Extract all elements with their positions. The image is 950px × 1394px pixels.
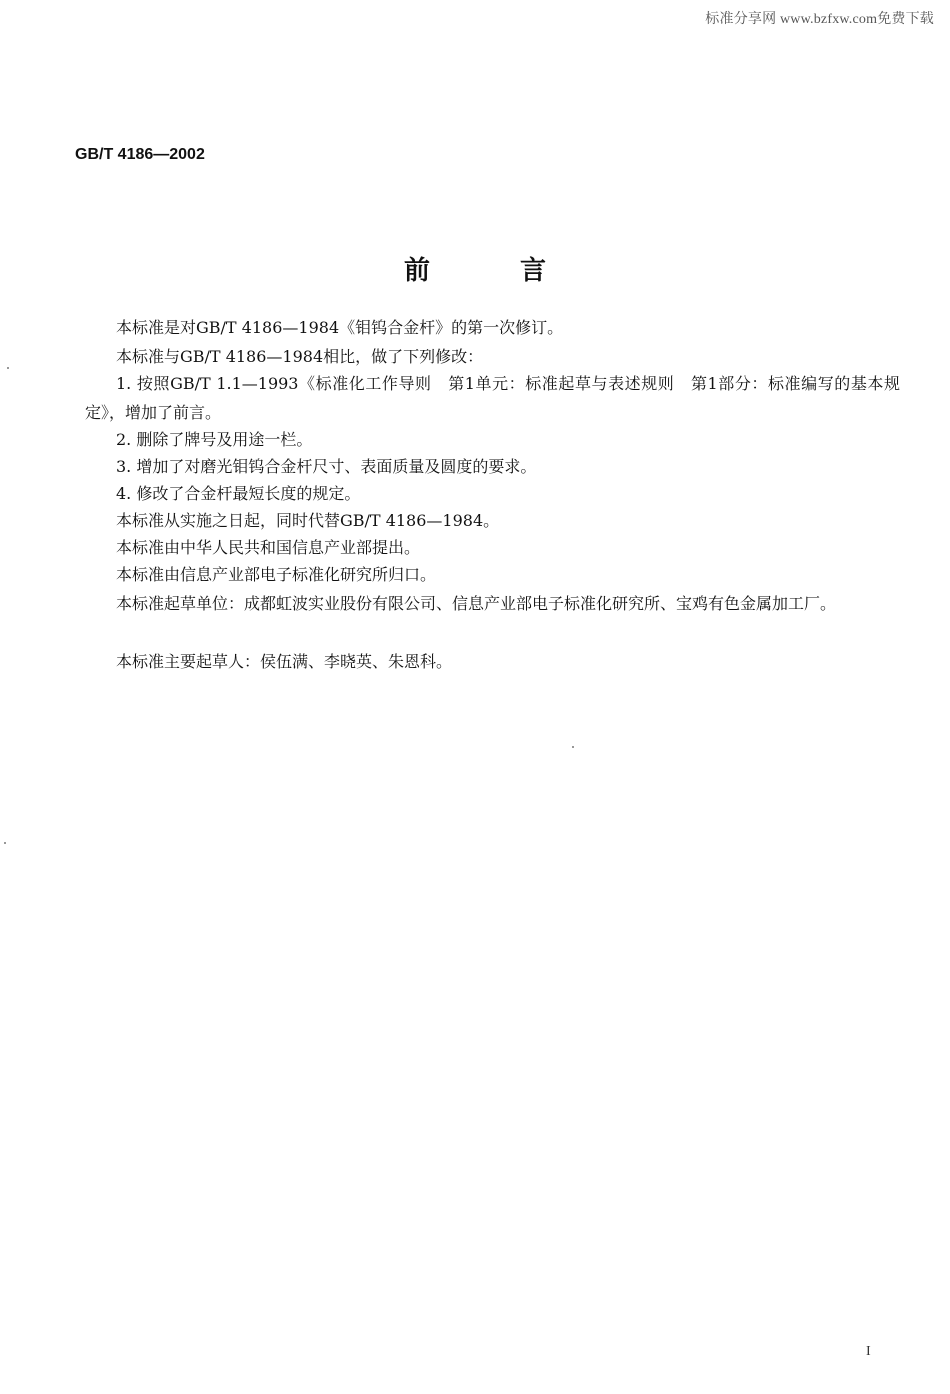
page-number: I <box>866 1344 871 1359</box>
paragraph: 本标准由中华人民共和国信息产业部提出。 <box>116 538 421 557</box>
paragraph: 1. 按照GB/T 1.1—1993《标准化工作导则 第1单元：标准起草与表述规则 第1部分：标准编写的基本规定》，增加了前言。 <box>85 374 900 422</box>
standard-number: GB/T 4186—2002 <box>75 146 205 163</box>
paragraph: 3. 增加了对磨光钼钨合金杆尺寸、表面质量及圆度的要求。 <box>116 457 537 476</box>
scan-speck <box>572 746 574 748</box>
scan-speck <box>4 842 6 844</box>
watermark-text: 标准分享网 www.bzfxw.com免费下载 <box>705 12 934 27</box>
paragraph: 本标准起草单位：成都虹波实业股份有限公司、信息产业部电子标准化研究所、宝鸡有色金属加工厂。 <box>116 594 837 613</box>
paragraph: 本标准主要起草人：侯伍满、李晓英、朱恩科。 <box>116 652 453 671</box>
paragraph: 本标准从实施之日起，同时代替GB/T 4186—1984。 <box>116 511 500 530</box>
paragraph: 本标准与GB/T 4186—1984相比，做了下列修改： <box>116 347 484 366</box>
paragraph: 本标准是对GB/T 4186—1984《钼钨合金杆》的第一次修订。 <box>116 318 564 337</box>
page-title: 前言 <box>403 256 636 286</box>
paragraph: 4. 修改了合金杆最短长度的规定。 <box>116 484 361 503</box>
scan-speck <box>7 367 9 369</box>
paragraph: 本标准由信息产业部电子标准化研究所归口。 <box>116 565 437 584</box>
paragraph: 2. 删除了牌号及用途一栏。 <box>116 430 313 449</box>
